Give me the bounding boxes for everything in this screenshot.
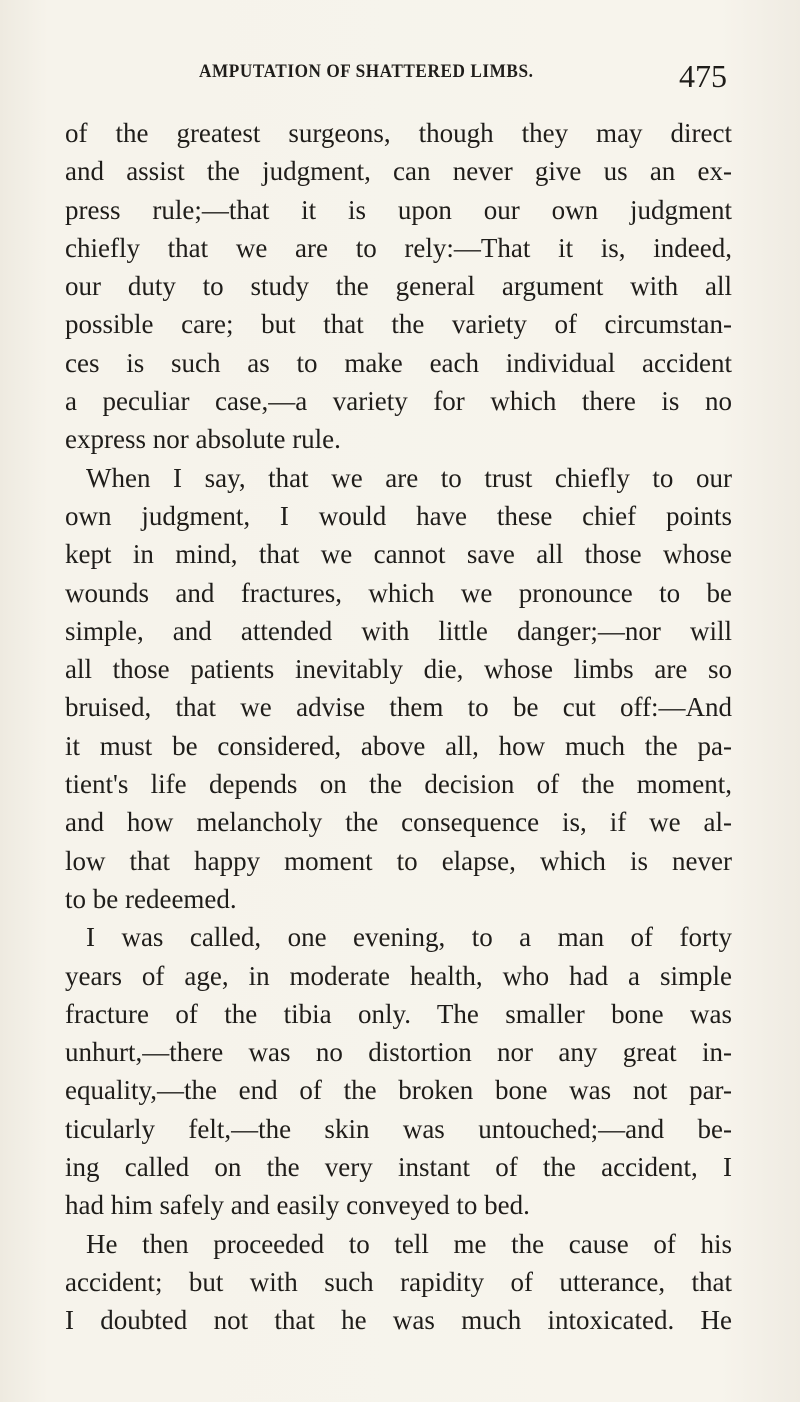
text-line: it must be considered, above all, how much the pa- [65,730,732,761]
text-line: accident; but with such rapidity of utterance, that [65,1266,732,1297]
text-line: press rule;—that it is upon our own judgment [65,194,732,225]
text-line: all those patients inevitably die, whose limbs are so [65,654,732,685]
text-line: fracture of the tibia only. The smaller bone was [65,998,732,1029]
body-text [65,114,732,1340]
page-number: 475 [679,58,727,94]
text-line: of the greatest surgeons, though they may direct [65,118,732,148]
text-line: tient's life depends on the decision of the moment, [65,769,732,800]
text-line: to be redeemed. [65,883,237,914]
text-line: ces is such as to make each individual accident [65,347,732,378]
text-line: I doubted not that he was much intoxicated. He [65,1305,732,1336]
text-line: wounds and fractures, which we pronounce to be [65,577,732,608]
text-line: chiefly that we are to rely:—That it is, indeed, [65,232,732,263]
text-line: own judgment, I would have these chief points [65,500,732,531]
text-line: had him safely and easily conveyed to bed. [65,1190,530,1221]
text-line: bruised, that we advise them to be cut off:—And [65,692,732,723]
text-line: and how melancholy the consequence is, if we al- [65,807,732,838]
text-line: express nor absolute rule. [65,424,341,455]
running-head: AMPUTATION OF SHATTERED LIMBS. [199,62,534,82]
text-line: ing called on the very instant of the accident, I [65,1152,732,1183]
text-line: unhurt,—there was no distortion nor any great in- [65,1037,732,1068]
text-line: He then proceeded to tell me the cause of his [86,1228,732,1259]
text-line: possible care; but that the variety of circumstan- [65,309,732,340]
text-line: equality,—the end of the broken bone was not par- [65,1075,732,1106]
text-line: ticularly felt,—the skin was untouched;—and be- [65,1113,732,1144]
text-line: kept in mind, that we cannot save all those whose [65,539,732,570]
text-line: I was called, one evening, to a man of forty [86,922,732,953]
text-line: simple, and attended with little danger;—nor will [65,615,732,646]
page-header [70,58,730,102]
text-line: a peculiar case,—a variety for which there is no [65,386,732,417]
text-line: When I say, that we are to trust chiefly to our [86,462,732,493]
text-line: low that happy moment to elapse, which is never [65,845,732,876]
text-line: our duty to study the general argument with all [65,271,732,302]
text-line: and assist the judgment, can never give us an ex- [65,156,732,187]
text-line: years of age, in moderate health, who had a simple [65,960,732,991]
